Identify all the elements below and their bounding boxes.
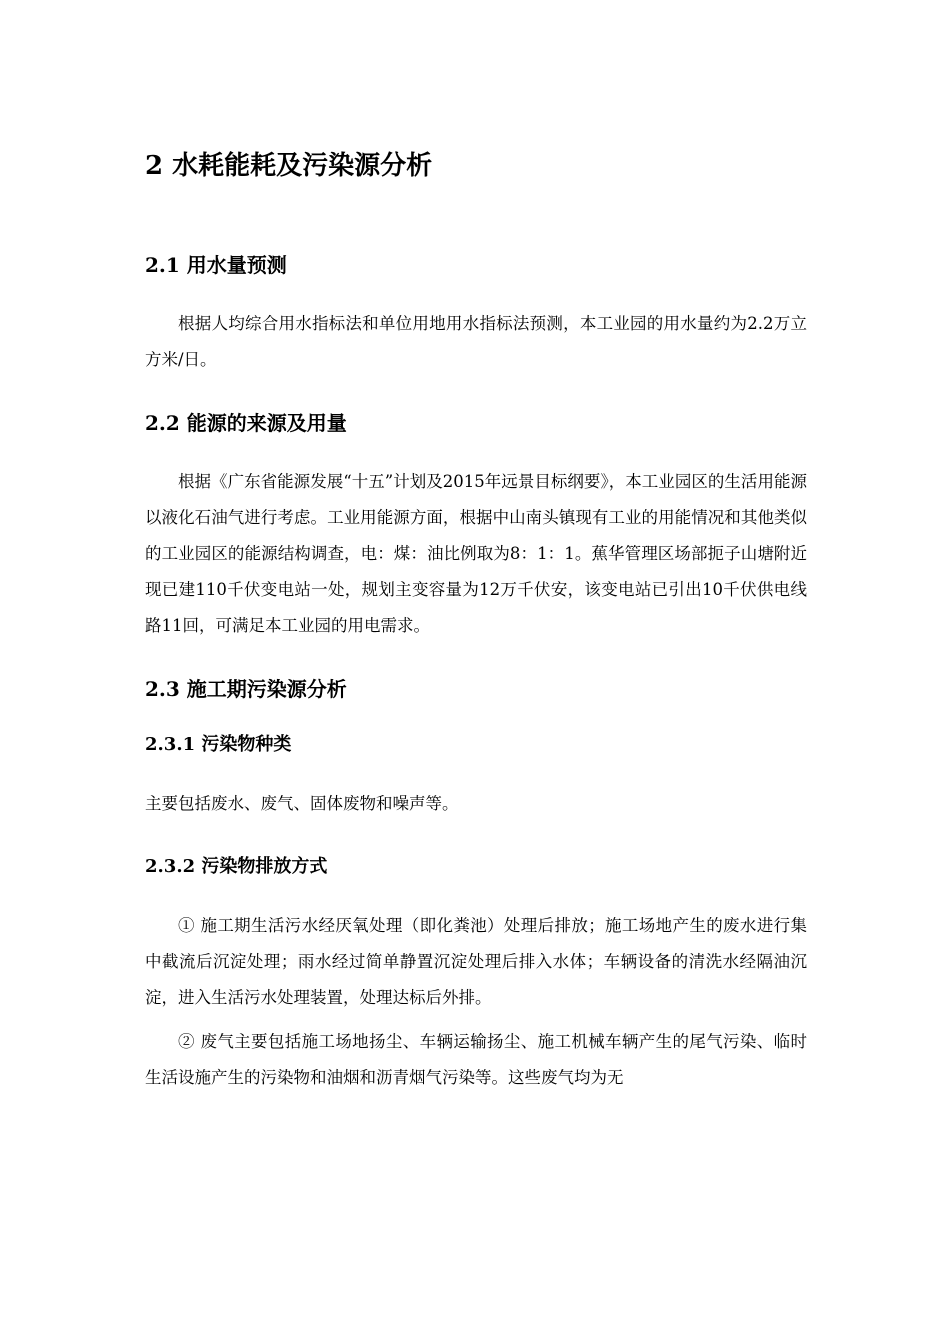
section-2-3-2-paragraph-2: ② 废气主要包括施工场地扬尘、车辆运输扬尘、施工机械车辆产生的尾气污染、临时生活设施产生的污染物和油烟和沥青烟气污染等。这些废气均为无 [145, 1032, 807, 1087]
document-content [145, 144, 807, 1126]
chapter-title: 2 水耗能耗及污染源分析 [145, 151, 433, 181]
section-2-3-2-heading: 2.3.2 污染物排放方式 [145, 856, 328, 877]
section-2-3-1-heading: 2.3.1 污染物种类 [145, 734, 292, 755]
section-2-3-1-paragraph: 主要包括废水、废气、固体废物和噪声等。 [145, 794, 459, 813]
section-2-3-2-paragraph-1: ① 施工期生活污水经厌氧处理（即化粪池）处理后排放；施工场地产生的废水进行集中截流后沉淀处理；雨水经过简单静置沉淀处理后排入水体；车辆设备的清洗水经隔油沉淀，进入生活污水处理装置，处理达标后外排。 [145, 916, 807, 1007]
section-2-1-paragraph: 根据人均综合用水指标法和单位用地用水指标法预测，本工业园的用水量约为2.2万立方米/日。 [145, 314, 807, 369]
section-2-2-paragraph: 根据《广东省能源发展“十五”计划及2015年远景目标纲要》，本工业园区的生活用能源以液化石油气进行考虑。工业用能源方面，根据中山南头镇现有工业的用能情况和其他类似的工业园区的能源结构调查，电：煤：油比例取为8：1：1。蕉华管理区场部扼子山塘附近现已建110千伏变电站一处，规划主变容量为12万千伏安，该变电站已引出10千伏供电线路11回，可满足本工业园的用电需求。 [145, 472, 807, 635]
section-2-1-heading: 2.1 用水量预测 [145, 253, 287, 277]
section-2-3-heading: 2.3 施工期污染源分析 [145, 677, 347, 701]
section-2-2-heading: 2.2 能源的来源及用量 [145, 411, 347, 435]
